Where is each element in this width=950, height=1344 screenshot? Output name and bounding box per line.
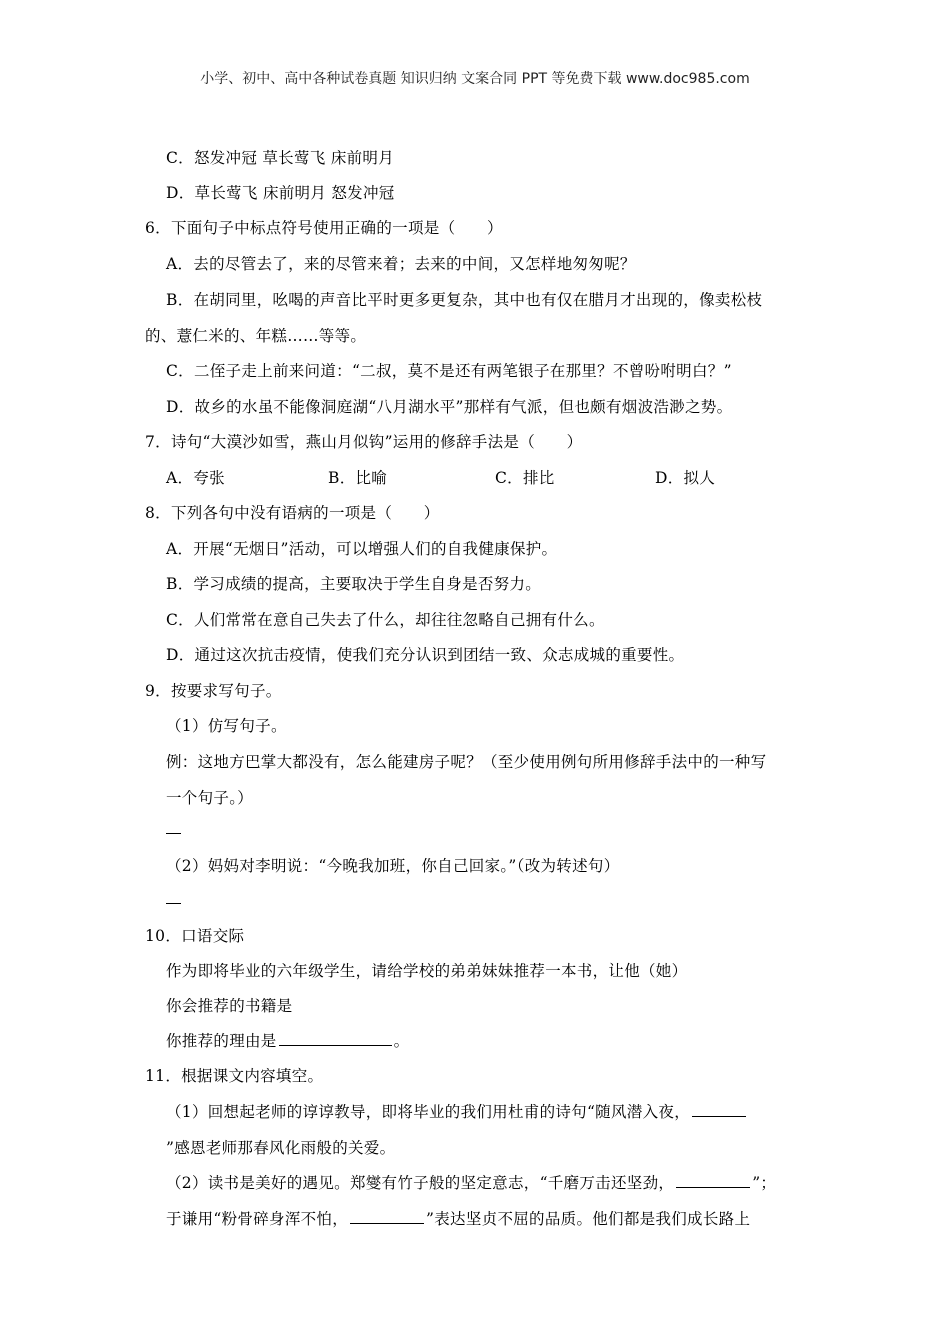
q8-option-a: A．开展“无烟日”活动，可以增强人们的自我健康保护。	[166, 540, 558, 558]
q10-line2: 你会推荐的书籍是	[166, 997, 293, 1015]
q8-option-d: D．通过这次抗击疫情，使我们充分认识到团结一致、众志成城的重要性。	[166, 646, 685, 664]
q10-reason-label: 你推荐的理由是	[166, 1032, 277, 1050]
q11-part2-text: （2）读书是美好的遇见。郑燮有竹子般的坚定意志，“千磨万击还坚劲，	[166, 1174, 675, 1192]
q6-option-b-line2: 的、薏仁米的、年糕……等等。	[145, 327, 367, 345]
q5-option-c: C．怒发冲冠 草长莺飞 床前明月	[166, 149, 395, 167]
q9-answer-blank-1[interactable]	[166, 833, 181, 834]
q11-part1-line2: ”感恩老师那春风化雨般的关爱。	[166, 1139, 396, 1157]
q9-part2: （2）妈妈对李明说：“今晚我加班，你自己回家。”（改为转述句）	[166, 857, 620, 875]
q11-part2-line1	[166, 1171, 776, 1193]
q7-option-b: B．比喻	[328, 469, 388, 487]
q10-stem: 10．口语交际	[145, 927, 245, 945]
q11-part3-text: 于谦用“粉骨碎身浑不怕，	[166, 1210, 349, 1228]
q11-part3-end: ”表达坚贞不屈的品质。他们都是我们成长路上	[426, 1210, 751, 1228]
page-header: 小学、初中、高中各种试卷真题 知识归纳 文案合同 PPT 等免费下载 www.doc985.com	[200, 71, 750, 87]
q11-part2-line2	[166, 1207, 750, 1229]
q9-part1: （1）仿写句子。	[166, 717, 287, 735]
q7-stem: 7．诗句“大漠沙如雪，燕山月似钩”运用的修辞手法是（ ）	[145, 433, 583, 451]
q8-option-b: B．学习成绩的提高，主要取决于学生自身是否努力。	[166, 575, 542, 593]
q11-stem: 11．根据课文内容填空。	[145, 1067, 324, 1085]
q9-stem: 9．按要求写句子。	[145, 682, 282, 700]
q6-option-b-line1: B．在胡同里，吆喝的声音比平时更多更复杂，其中也有仅在腊月才出现的，像卖松枝	[166, 291, 763, 309]
q11-part1-text: （1）回想起老师的谆谆教导，即将毕业的我们用杜甫的诗句“随风潜入夜，	[166, 1103, 690, 1121]
q10-line1: 作为即将毕业的六年级学生，请给学校的弟弟妹妹推荐一本书，让他（她）	[166, 962, 688, 980]
q9-example-line1: 例：这地方巴掌大都没有，怎么能建房子呢？（至少使用例句所用修辞手法中的一种写	[166, 753, 767, 771]
q7-option-c: C．排比	[495, 469, 555, 487]
q7-option-a: A．夸张	[166, 469, 225, 487]
q11-blank-2[interactable]	[676, 1173, 750, 1188]
q10-reason-blank[interactable]	[279, 1031, 392, 1046]
q8-option-c: C．人们常常在意自己失去了什么，却往往忽略自己拥有什么。	[166, 611, 605, 629]
q11-blank-1[interactable]	[692, 1102, 746, 1117]
q10-line3	[166, 1029, 409, 1051]
q9-example-line2: 一个句子。）	[166, 789, 254, 807]
q11-part1-line1	[166, 1100, 748, 1122]
q9-answer-blank-2[interactable]	[166, 903, 181, 904]
q8-stem: 8．下列各句中没有语病的一项是（ ）	[145, 504, 440, 522]
q11-blank-3[interactable]	[350, 1209, 424, 1224]
q7-option-d: D．拟人	[655, 469, 716, 487]
q6-option-c: C．二侄子走上前来问道：“二叔，莫不是还有两笔银子在那里？不曾吩咐明白？”	[166, 362, 732, 380]
q5-option-d: D．草长莺飞 床前明月 怒发冲冠	[166, 184, 395, 202]
q6-option-d: D．故乡的水虽不能像洞庭湖“八月湖水平”那样有气派，但也颇有烟波浩渺之势。	[166, 398, 733, 416]
q11-part2-end: ”；	[752, 1174, 777, 1192]
q6-option-a: A．去的尽管去了，来的尽管来着；去来的中间，又怎样地匆匆呢？	[166, 255, 636, 273]
q6-stem: 6．下面句子中标点符号使用正确的一项是（ ）	[145, 219, 503, 237]
q10-line3-end: 。	[393, 1032, 410, 1050]
